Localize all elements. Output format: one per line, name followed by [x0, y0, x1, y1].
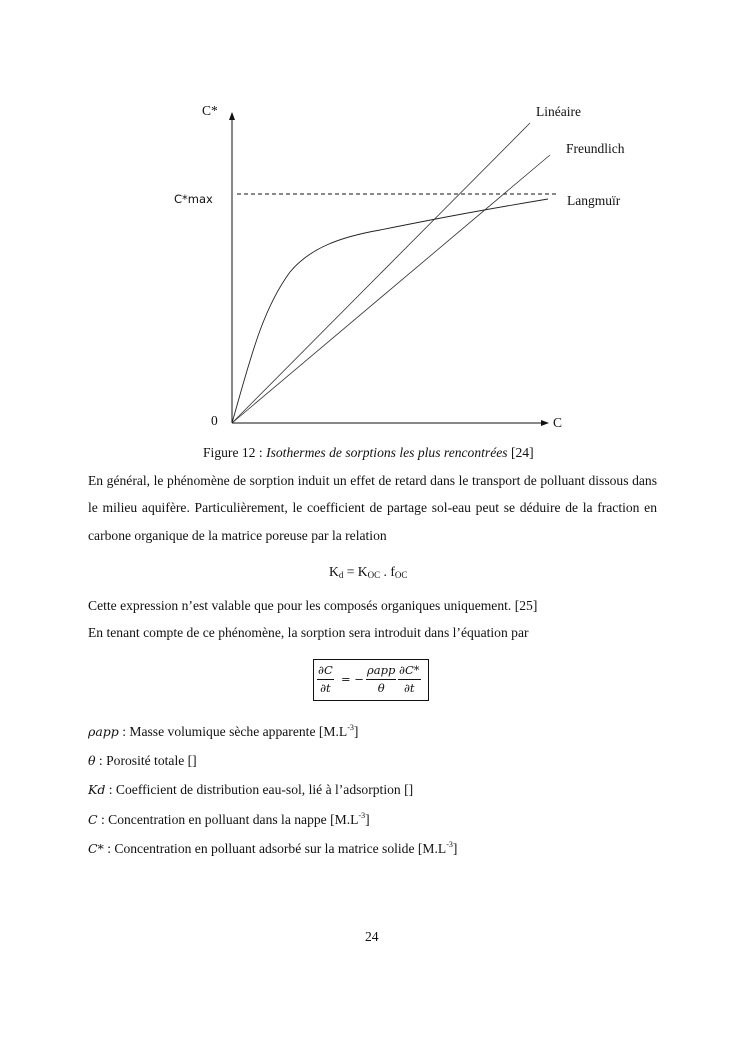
symbol: C [88, 812, 98, 827]
symbol: θ [88, 753, 96, 768]
symbol: ρapp [88, 724, 119, 739]
foc-symbol: . f [380, 564, 395, 579]
kd-symbol: K [329, 564, 339, 579]
freundlich-curve [232, 155, 550, 423]
definition-c [88, 811, 370, 828]
paragraph-text: En général, le phénomène de sorption induit un effet de retard dans le transport de polluant dissous dans le milieu aquifère. Particulièrement, le coefficient de partage sol-eau peut se déduire de la fraction en carbone organique de la matrice poreuse par la relation [88, 473, 657, 543]
eq-num-3: ∂C* [398, 662, 421, 680]
bracket: ] [353, 724, 359, 739]
definition-text: : Concentration en polluant dans la nappe [M.L [97, 812, 359, 827]
definition-kd [88, 782, 413, 798]
eq-sign: = − [341, 672, 364, 686]
cmax-label: C*max [174, 192, 213, 206]
foc-sub: OC [394, 570, 408, 580]
definition-text: : Porosité totale [] [95, 753, 197, 768]
definition-text: : Masse volumique sèche apparente [M.L [118, 724, 348, 739]
kd-formula [329, 564, 407, 580]
equation-intro-line: En tenant compte de ce phénomène, la sorption sera introduit dans l’équation par [88, 625, 529, 640]
figure-caption [203, 445, 534, 461]
caption-prefix: Figure 12 : [203, 445, 267, 460]
definition-rho [88, 723, 358, 740]
exponent: -3 [347, 723, 354, 732]
sorption-equation [313, 659, 429, 701]
eq-den-1: ∂t [320, 681, 331, 695]
eq-num-1: ∂C [317, 662, 334, 680]
symbol: C* [88, 841, 104, 856]
x-axis-label: C [553, 415, 563, 430]
eq-den-3: ∂t [403, 681, 415, 695]
eq-num-2: ρapp [366, 662, 396, 680]
definition-cstar [88, 840, 457, 857]
caption-title: Isothermes de sorptions les plus rencontrées [266, 445, 508, 460]
y-axis-label-text: C* [202, 103, 218, 118]
paragraph-sorption [88, 467, 657, 549]
legend-lineaire: Linéaire [536, 104, 581, 119]
bracket: ] [365, 812, 370, 827]
koc-symbol: = K [343, 564, 368, 579]
symbol: Kd [88, 782, 106, 797]
eq-den-2: θ [377, 681, 385, 695]
exponent: -3 [358, 811, 366, 820]
bracket: ] [452, 841, 458, 856]
exponent: -3 [446, 840, 453, 849]
definition-text: : Coefficient de distribution eau-sol, lié à l’adsorption [] [105, 782, 414, 797]
kd-sub: d [338, 570, 344, 580]
page-number: 24 [365, 929, 379, 944]
caption-ref: [24] [507, 445, 534, 460]
y-axis-label [202, 103, 218, 119]
legend-freundlich: Freundlich [566, 141, 625, 156]
langmuir-curve [232, 199, 548, 423]
definition-text: : Concentration en polluant adsorbé sur la matrice solide [M.L [103, 841, 447, 856]
koc-sub: OC [367, 570, 381, 580]
definition-theta [88, 753, 197, 769]
validity-line: Cette expression n’est valable que pour les composés organiques uniquement. [25] [88, 598, 538, 613]
lineaire-curve [232, 123, 530, 423]
legend-langmuir: Langmuïr [567, 193, 621, 208]
origin-label: 0 [211, 413, 218, 428]
